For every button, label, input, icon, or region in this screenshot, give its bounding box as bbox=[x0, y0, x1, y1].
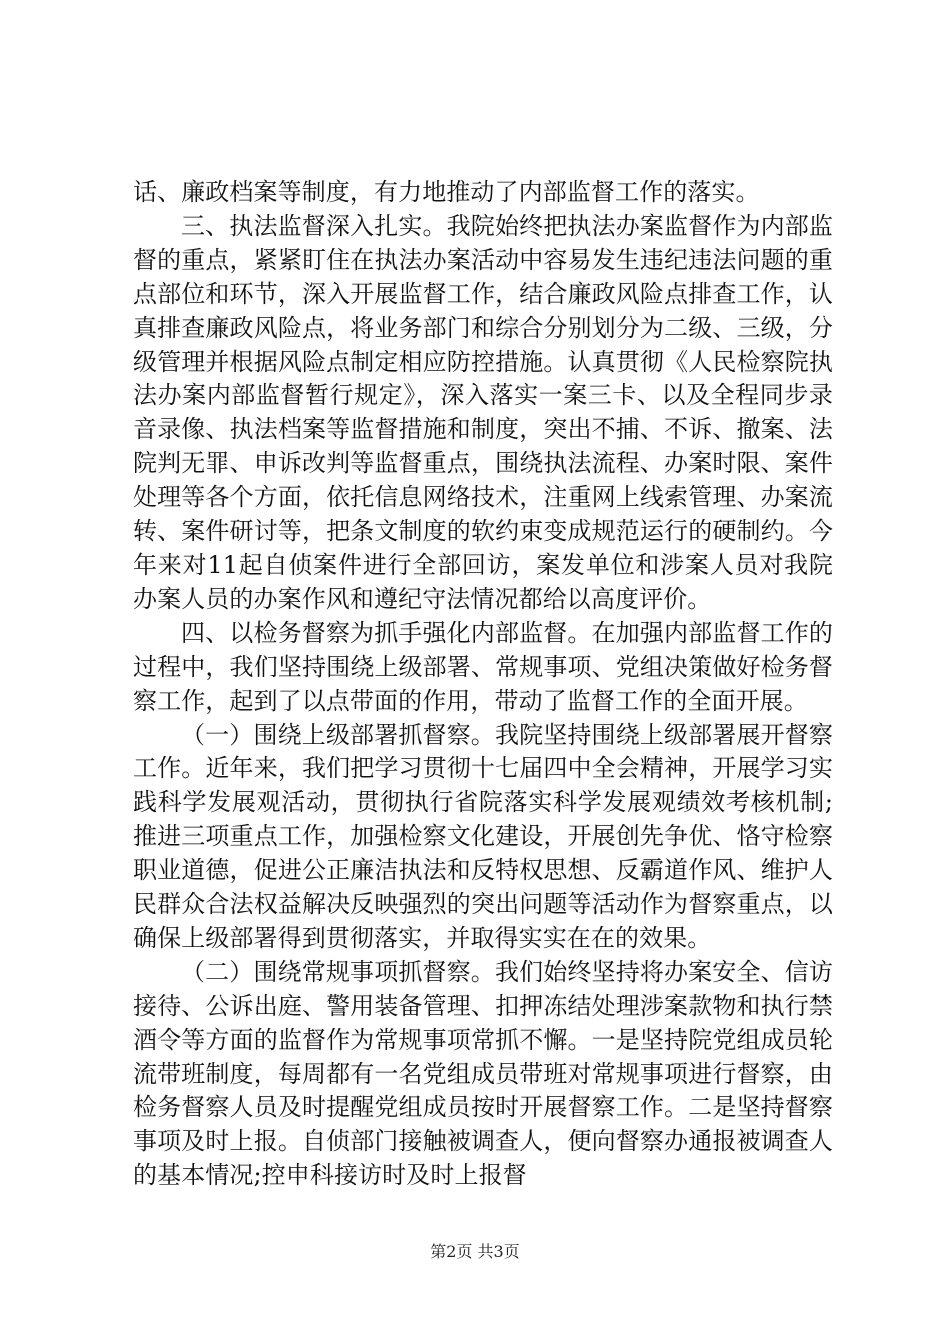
page-number: 第2页 共3页 bbox=[430, 1242, 520, 1261]
document-body bbox=[133, 176, 833, 1193]
page-footer bbox=[0, 1242, 950, 1262]
paragraph-2: 三、执法监督深入扎实。我院始终把执法办案监督作为内部监督的重点，紧紧盯住在执法办案活动中容易发生违纪违法问题的重点部位和环节，深入开展监督工作，结合廉政风险点排查工作，认真排查廉政风险点，将业务部门和综合分别划分为二级、三级，分级管理并根据风险点制定相应防控措施。认真贯彻《人民检察院执法办案内部监督暂行规定》，深入落实一案三卡、以及全程同步录音录像、执法档案等监督措施和制度，突出不捕、不诉、撤案、法院判无罪、申诉改判等监督重点，围绕执法流程、办案时限、案件处理等各个方面，依托信息网络技术，注重网上线索管理、办案流转、案件研讨等，把条文制度的软约束变成规范运行的硬制约。今年来对11起自侦案件进行全部回访，案发单位和涉案人员对我院办案人员的办案作风和遵纪守法情况都给以高度评价。 bbox=[133, 211, 833, 613]
paragraph-5: （二）围绕常规事项抓督察。我们始终坚持将办案安全、信访接待、公诉出庭、警用装备管理、扣押冻结处理涉案款物和执行禁酒令等方面的监督作为常规事项常抓不懈。一是坚持院党组成员轮流带班制度，每周都有一名党组成员带班对常规事项进行督察，由检务督察人员及时提醒党组成员按时开展督察工作。二是坚持督察事项及时上报。自侦部门接触被调查人，便向督察办通报被调查人的基本情况;控申科接访时及时上报督 bbox=[133, 957, 833, 1190]
paragraph-1: 话、廉政档案等制度，有力地推动了内部监督工作的落实。 bbox=[133, 178, 760, 206]
paragraph-3: 四、以检务督察为抓手强化内部监督。在加强内部监督工作的过程中，我们坚持围绕上级部署、常规事项、党组决策做好检务督察工作，起到了以点带面的作用，带动了监督工作的全面开展。 bbox=[133, 618, 833, 715]
paragraph-4: （一）围绕上级部署抓督察。我院坚持围绕上级部署展开督察工作。近年来，我们把学习贯彻十七届四中全会精神，开展学习实践科学发展观活动，贯彻执行省院落实科学发展观绩效考核机制;推进三项重点工作，加强检察文化建设，开展创先争优、恪守检察职业道德，促进公正廉洁执法和反特权思想、反霸道作风、维护人民群众合法权益解决反映强烈的突出问题等活动作为督察重点，以确保上级部署得到贯彻落实，并取得实实在在的效果。 bbox=[133, 720, 833, 952]
